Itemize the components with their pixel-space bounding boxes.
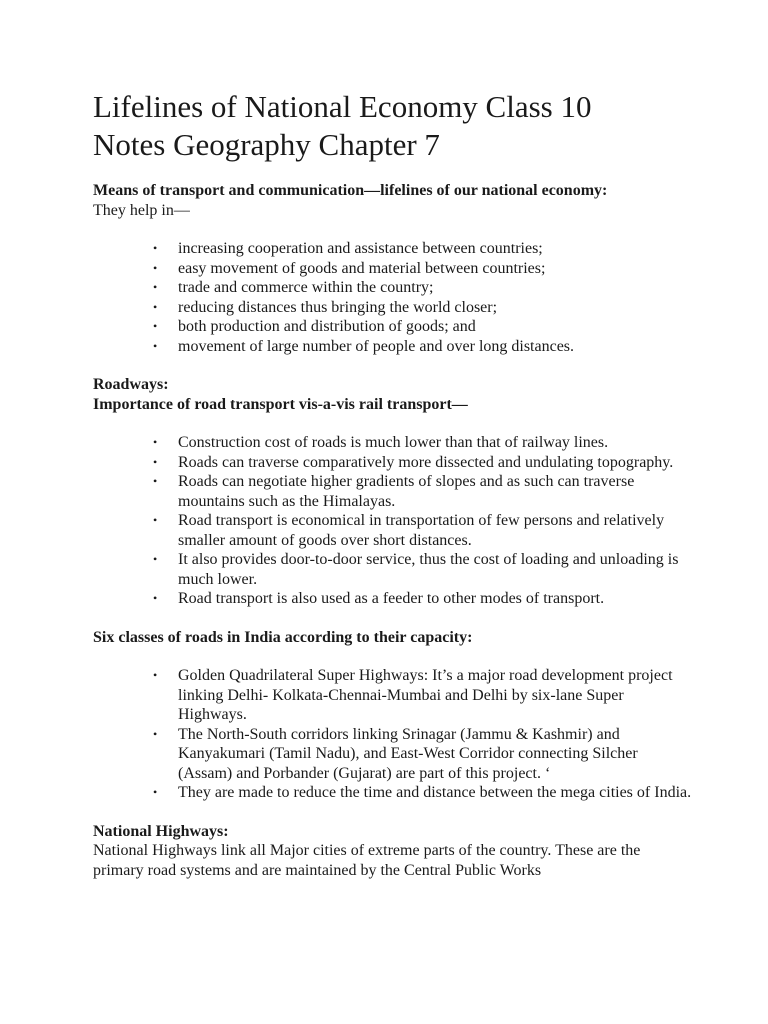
title-line-2: Notes Geography Chapter 7 <box>93 127 440 162</box>
section-heading: Six classes of roads in India according to their capacity: <box>93 628 473 646</box>
bullet-icon: • <box>153 280 158 294</box>
list-item: • both production and distribution of goods; and <box>153 318 476 335</box>
bullet-icon: • <box>153 785 158 799</box>
bullet-icon: • <box>153 726 158 741</box>
bullet-icon: • <box>153 474 158 488</box>
section-intro: They help in— <box>93 201 190 219</box>
page-title <box>93 88 693 164</box>
bullet-icon: • <box>153 241 158 255</box>
list-item: • Road transport is also used as a feeder to other modes of transport. <box>153 590 605 607</box>
list-item: • Golden Quadrilateral Super Highways: It’s a major road development project linking Delhi- Kolkata-Chennai-Mumbai and Delhi by six-lane Super Highways. <box>153 667 673 723</box>
bullet-icon: • <box>153 435 158 449</box>
section-heading: Roadways: <box>93 376 169 393</box>
section-road-classes <box>93 628 693 648</box>
bullet-icon: • <box>153 299 158 314</box>
transport-benefits-list <box>93 239 693 356</box>
list-item: • Construction cost of roads is much lower than that of railway lines. <box>153 434 609 451</box>
road-classes-list <box>93 666 693 803</box>
list-item: • They are made to reduce the time and distance between the mega cities of India. <box>153 784 692 801</box>
list-item: • It also provides door-to-door service, thus the cost of loading and unloading is much lower. <box>153 551 679 588</box>
list-item: • movement of large number of people and over long distances. <box>153 337 575 355</box>
bullet-icon: • <box>153 591 158 605</box>
title-line-1: Lifelines of National Economy Class 10 <box>93 89 592 124</box>
section-national-highways <box>93 822 693 881</box>
section-roadways <box>93 375 693 414</box>
list-item: • Road transport is economical in transportation of few persons and relatively smaller amount of goods over short distances. <box>153 512 665 549</box>
section-heading: National Highways: <box>93 822 229 840</box>
list-item: • The North-South corridors linking Srinagar (Jammu & Kashmir) and Kanyakumari (Tamil Nadu), and East-West Corridor connecting Silcher (Assam) and Porbander (Gujarat) are part of this project. ‘ <box>153 725 638 782</box>
section-text: National Highways link all Major cities of extreme parts of the country. These are the primary road systems and are maintained by the Central Public Works <box>93 842 641 879</box>
list-item: • Roads can negotiate higher gradients of slopes and as such can traverse mountains such as the Himalayas. <box>153 473 635 510</box>
bullet-icon: • <box>153 552 158 566</box>
list-item: • Roads can traverse comparatively more dissected and undulating topography. <box>153 453 674 471</box>
document-page <box>93 88 693 880</box>
bullet-icon: • <box>153 319 158 333</box>
section-heading: Means of transport and communication—lifelines of our national economy: <box>93 182 608 199</box>
bullet-icon: • <box>153 338 158 353</box>
section-transport <box>93 181 693 220</box>
list-item: • reducing distances thus bringing the world closer; <box>153 298 498 316</box>
section-subheading: Importance of road transport vis-a-vis rail transport— <box>93 395 468 413</box>
bullet-icon: • <box>153 668 158 682</box>
bullet-icon: • <box>153 513 158 527</box>
bullet-icon: • <box>153 454 158 469</box>
bullet-icon: • <box>153 260 158 275</box>
list-item: • easy movement of goods and material between countries; <box>153 259 546 277</box>
list-item: • increasing cooperation and assistance between countries; <box>153 240 543 257</box>
road-transport-importance-list <box>93 433 693 609</box>
list-item: • trade and commerce within the country; <box>153 279 434 296</box>
